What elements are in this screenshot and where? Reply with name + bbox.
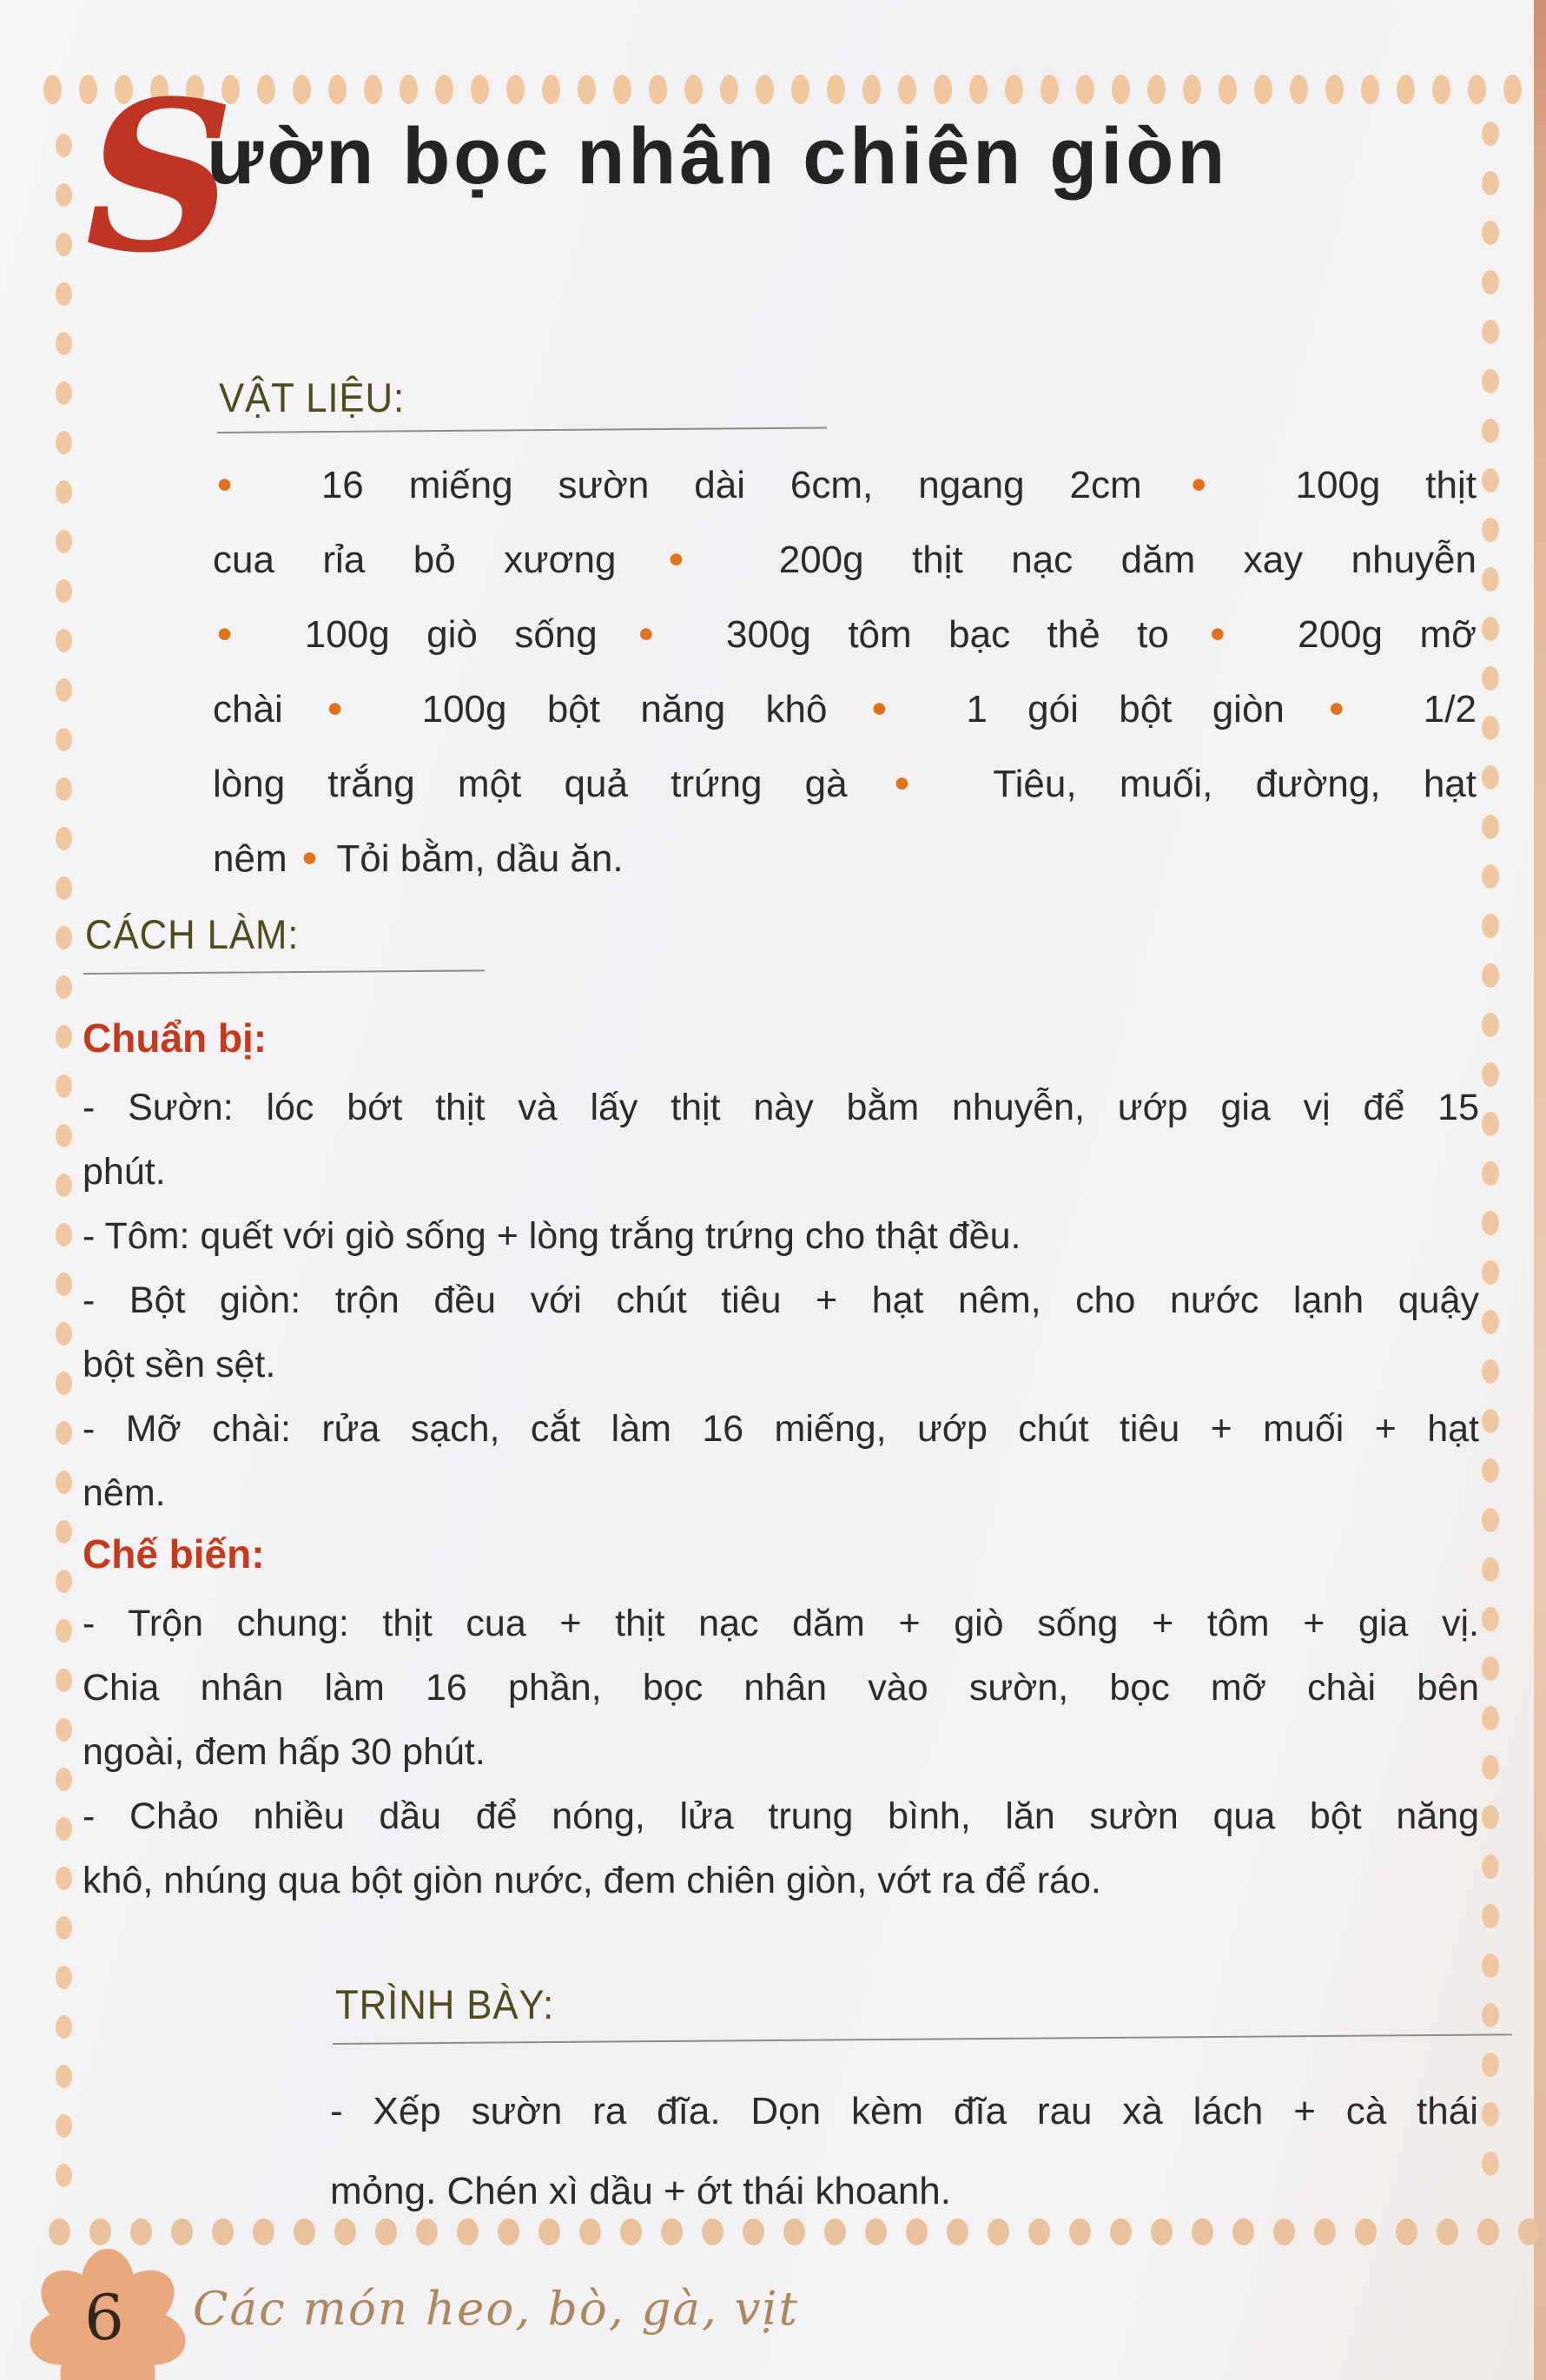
border-dot	[1482, 914, 1499, 938]
presentation-heading: TRÌNH BÀY:	[335, 1981, 555, 2027]
page-number: 6	[84, 2281, 124, 2354]
bullet-icon: ●	[870, 691, 918, 724]
border-dot	[56, 975, 72, 999]
text-line: - Bột giòn: trộn đều với chút tiêu + hạt nêm, cho nước lạnh quậy	[83, 1279, 1479, 1321]
border-dot	[56, 1966, 72, 1989]
border-dot	[1482, 1013, 1499, 1037]
border-dot	[1482, 2102, 1499, 2126]
text-line: - Chảo nhiều dầu để nóng, lửa trung bình, lăn sườn qua bột năng	[83, 1795, 1479, 1837]
border-dot	[578, 75, 596, 104]
border-dot	[56, 678, 72, 702]
border-dot	[1482, 2053, 1499, 2077]
bullet-icon: ●	[1328, 691, 1375, 724]
border-dot	[1482, 1706, 1499, 1730]
border-dot	[435, 75, 453, 104]
border-dot	[1482, 1260, 1499, 1285]
border-dot	[43, 75, 62, 104]
border-dot	[1482, 716, 1499, 740]
border-dot	[56, 1768, 72, 1791]
text-line: nêm ● Tỏi bằm, dầu ăn.	[213, 837, 624, 880]
border-dot	[1482, 1062, 1499, 1087]
border-dot	[1482, 1607, 1499, 1631]
border-dot	[1482, 1904, 1499, 1928]
border-dot	[1482, 122, 1499, 146]
border-dot	[506, 75, 525, 104]
border-dot	[56, 2114, 72, 2138]
border-dot	[56, 1619, 72, 1643]
border-dot	[56, 480, 72, 504]
series-title: Các món heo, bò, gà, vịt	[193, 2283, 799, 2336]
border-dot	[56, 2015, 72, 2039]
border-dot	[1482, 270, 1499, 294]
border-dot	[1361, 75, 1379, 104]
border-dot	[56, 233, 72, 256]
border-dot	[1076, 75, 1094, 104]
border-dot	[1041, 75, 1059, 104]
border-dot	[471, 75, 489, 104]
border-dot	[56, 134, 72, 157]
border-dot	[56, 1025, 72, 1048]
border-dot	[649, 75, 667, 104]
border-dot	[56, 579, 72, 603]
border-dot	[56, 2164, 72, 2187]
border-dot	[56, 1273, 72, 1296]
border-dot	[1183, 75, 1201, 104]
border-dot	[56, 1867, 72, 1890]
border-dot	[1325, 75, 1344, 104]
border-dot	[1482, 765, 1499, 790]
border-dot	[1482, 666, 1499, 691]
border-dot	[56, 1322, 72, 1345]
border-dot	[56, 1570, 72, 1593]
border-dot	[364, 75, 382, 104]
ingredients-rule	[217, 426, 827, 433]
bullet-icon: ●	[301, 841, 318, 873]
text-line: khô, nhúng qua bột giòn nước, đem chiên giòn, vớt ra để ráo.	[83, 1860, 1101, 1901]
border-dot	[613, 75, 631, 104]
method-subheading: Chuẩn bị:	[83, 1015, 268, 1061]
border-dot	[130, 2218, 152, 2245]
border-dot	[56, 728, 72, 751]
border-dot	[1254, 75, 1272, 104]
border-dot	[1482, 1954, 1499, 1978]
border-dot	[1482, 1805, 1499, 1829]
border-dot	[1482, 1211, 1499, 1235]
presentation-rule	[333, 2033, 1512, 2045]
border-dot	[49, 2218, 70, 2245]
border-dot	[89, 2218, 111, 2245]
border-dot	[1482, 1854, 1499, 1879]
text-line: bột sền sệt.	[83, 1344, 276, 1385]
border-dot	[56, 381, 72, 405]
text-line: nêm.	[83, 1472, 166, 1514]
border-dot	[1112, 75, 1130, 104]
border-dot	[1290, 75, 1308, 104]
border-dot	[56, 876, 72, 900]
border-dot	[1397, 75, 1415, 104]
border-dot	[56, 2065, 72, 2088]
border-dot	[1482, 518, 1499, 542]
bullet-icon: ●	[216, 467, 268, 499]
border-dot	[56, 926, 72, 949]
border-dot	[1482, 815, 1499, 839]
border-dot	[1432, 75, 1450, 104]
border-dot	[294, 2218, 315, 2245]
bullet-icon: ●	[327, 691, 373, 724]
bullet-icon: ●	[667, 542, 723, 574]
text-line: - Xếp sườn ra đĩa. Dọn kèm đĩa rau xà lách + cà thái	[330, 2090, 1478, 2132]
border-dot	[827, 75, 845, 104]
method-subheading: Chế biến:	[83, 1531, 265, 1577]
border-dot	[898, 75, 916, 104]
border-dot	[212, 2218, 234, 2245]
text-line: mỏng. Chén xì dầu + ớt thái khoanh.	[330, 2170, 951, 2212]
border-dot	[56, 1471, 72, 1494]
border-dot	[56, 1074, 72, 1098]
border-dot	[1482, 1359, 1499, 1384]
text-line: ngoài, đem hấp 30 phút.	[83, 1731, 486, 1773]
text-line: - Tôm: quết với giò sống + lòng trắng trứng cho thật đều.	[83, 1215, 1021, 1257]
bullet-icon: ●	[216, 617, 260, 649]
border-dot	[1147, 75, 1166, 104]
border-dot	[56, 827, 72, 850]
border-dot	[1482, 1557, 1499, 1582]
border-dot	[56, 1817, 72, 1841]
text-line: Chia nhân làm 16 phần, bọc nhân vào sườn, bọc mỡ chài bên	[83, 1667, 1479, 1709]
border-dot	[56, 777, 72, 801]
border-dot	[1482, 1310, 1499, 1334]
method-heading: CÁCH LÀM:	[85, 911, 300, 957]
border-dot	[862, 75, 881, 104]
method-rule	[83, 969, 485, 975]
border-dot	[1518, 2218, 1540, 2245]
border-dot	[934, 75, 952, 104]
border-dot	[56, 1173, 72, 1197]
border-dot	[720, 75, 738, 104]
border-dot	[1482, 320, 1499, 344]
border-dot	[1482, 1458, 1499, 1483]
border-dot	[1482, 468, 1499, 493]
border-dot	[56, 1520, 72, 1544]
border-dot	[257, 75, 275, 104]
text-line: - Trộn chung: thịt cua + thịt nạc dăm + giò sống + tôm + gia vị.	[83, 1603, 1479, 1644]
border-dot	[1482, 2152, 1499, 2176]
border-dot	[253, 2218, 274, 2245]
border-dot	[1482, 567, 1499, 592]
border-dot	[56, 629, 72, 652]
border-dot	[1482, 1508, 1499, 1532]
border-dot	[969, 75, 988, 104]
border-dot	[56, 1669, 72, 1692]
border-dot	[1482, 171, 1499, 195]
border-dot	[1482, 419, 1499, 443]
border-dot	[1482, 369, 1499, 393]
border-dot	[56, 282, 72, 306]
border-dot	[56, 332, 72, 355]
border-dot	[1482, 1409, 1499, 1433]
border-dot	[1482, 1112, 1499, 1136]
presentation-steps	[330, 2072, 1478, 2231]
text-line: - Mỡ chài: rửa sạch, cắt làm 16 miếng, ướp chút tiêu + muối + hạt	[83, 1408, 1479, 1450]
text-line: ● 16 miếng sườn dài 6cm, ngang 2cm ● 100g thịt	[213, 448, 1477, 523]
border-dot	[56, 530, 72, 553]
border-dot	[171, 2218, 193, 2245]
border-dot	[56, 1421, 72, 1445]
border-dot	[328, 75, 347, 104]
bullet-icon: ●	[638, 617, 681, 649]
border-dot	[791, 75, 809, 104]
border-dot	[1482, 1161, 1499, 1186]
scan-page-edge	[1534, 0, 1546, 2380]
border-dot	[56, 1372, 72, 1395]
border-dot	[756, 75, 774, 104]
bullet-icon: ●	[1209, 617, 1252, 649]
border-dot	[56, 1223, 72, 1246]
border-dot	[1482, 221, 1499, 245]
text-line: chài ● 100g bột năng khô ● 1 gói bột giòn ● 1/2	[213, 688, 1477, 731]
border-dot	[56, 183, 72, 207]
border-dot	[1477, 2218, 1499, 2245]
method-steps	[83, 1009, 1479, 1913]
border-dot	[542, 75, 560, 104]
text-line: - Sườn: lóc bớt thịt và lấy thịt này bằm nhuyễn, ướp gia vị để 15	[83, 1087, 1479, 1128]
border-dot	[1482, 1755, 1499, 1780]
border-dot	[1482, 864, 1499, 889]
text-line: ● 100g giò sống ● 300g tôm bạc thẻ to ● 200g mỡ	[213, 598, 1477, 672]
border-dot	[684, 75, 703, 104]
bullet-icon: ●	[1190, 467, 1242, 499]
ingredients-list	[213, 448, 1477, 896]
border-dot	[1482, 963, 1499, 988]
border-dot	[56, 1124, 72, 1147]
text-line: phút.	[83, 1151, 166, 1193]
bullet-icon: ●	[893, 766, 942, 798]
text-line: cua rỉa bỏ xương ● 200g thịt nạc dăm xay nhuyễn	[213, 539, 1477, 581]
border-dot	[56, 1718, 72, 1742]
title-dropcap: S	[85, 56, 235, 299]
border-dot	[56, 1916, 72, 1940]
border-dot	[1219, 75, 1237, 104]
border-dot	[400, 75, 418, 104]
border-dot	[56, 431, 72, 454]
border-dot	[1005, 75, 1023, 104]
ingredients-heading: VẬT LIỆU:	[219, 374, 406, 420]
border-dot	[1468, 75, 1486, 104]
border-dot	[1482, 1656, 1499, 1681]
page-title: ườn bọc nhân chiên giòn	[207, 112, 1229, 201]
border-dot	[1482, 2003, 1499, 2027]
border-dot	[1503, 75, 1522, 104]
border-dot	[1482, 617, 1499, 641]
text-line: lòng trắng một quả trứng gà ● Tiêu, muối, đường, hạt	[213, 763, 1477, 805]
border-dot	[293, 75, 311, 104]
